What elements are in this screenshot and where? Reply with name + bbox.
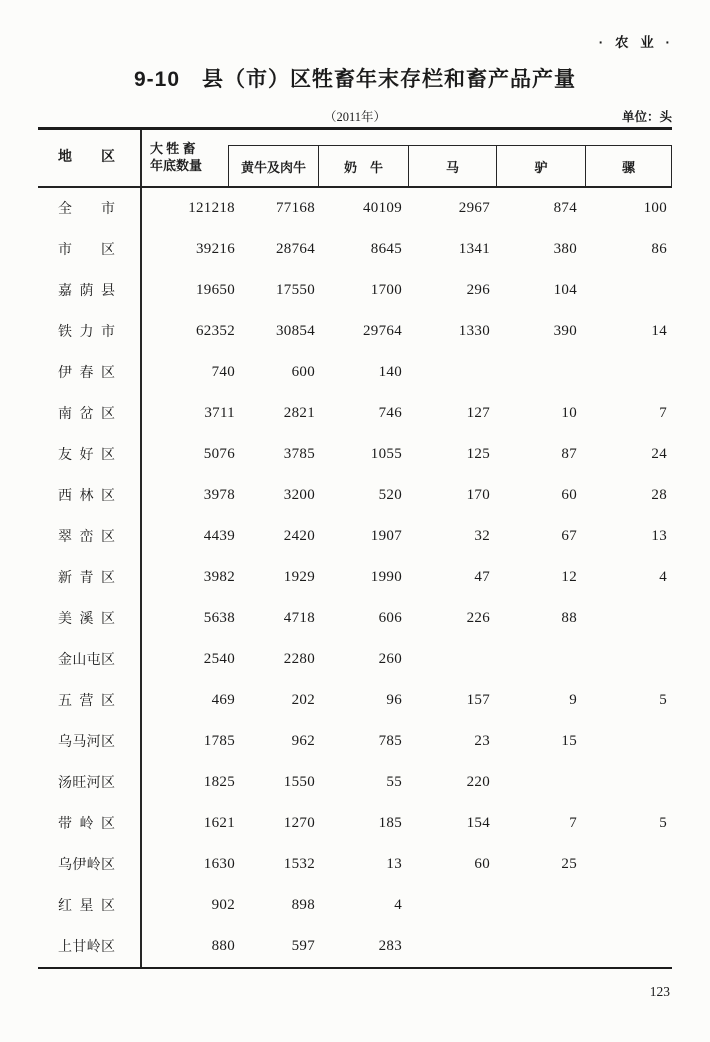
value-cell: 185 [378,815,402,831]
table-row [38,270,672,311]
value-cell: 1055 [370,446,402,462]
table-row [38,926,672,967]
region-name-cell [38,639,140,680]
value-cell [579,270,672,311]
value-cell: 597 [291,938,315,954]
value-cell: 9 [569,692,577,708]
region-name-cell [38,721,140,762]
value-cell: 3785 [283,446,315,462]
value-cell [579,639,672,680]
region-name: 市区 [58,243,115,258]
table-row [38,762,672,803]
value-cell: 202 [291,692,315,708]
region-name-cell [38,598,140,639]
table-row [38,557,672,598]
value-cell: 60 [561,487,577,503]
value-cell: 746 [378,405,402,421]
region-name: 南岔区 [58,407,115,422]
value-cell: 15 [561,733,577,749]
value-cell: 127 [466,405,490,421]
value-cell: 14 [651,323,667,339]
region-name: 汤旺河区 [58,776,115,791]
table-row [38,721,672,762]
value-cell: 1700 [370,282,402,298]
region-name-cell [38,844,140,885]
value-cell: 29764 [363,323,402,339]
region-name-cell [38,229,140,270]
total-header-line2: 年底数量 [150,158,203,173]
value-cell: 3982 [203,569,235,585]
value-cell: 296 [466,282,490,298]
value-cell: 24 [651,446,667,462]
table-row [38,844,672,885]
value-cell: 86 [651,241,667,257]
page-number: 123 [649,984,670,999]
value-cell [492,762,579,803]
value-cell: 7 [569,815,577,831]
region-name-cell [38,475,140,516]
value-cell: 1532 [283,856,315,872]
region-name: 嘉荫县 [58,284,115,299]
table-row [38,803,672,844]
value-cell: 140 [378,364,402,380]
region-name: 全市 [58,202,115,217]
value-cell: 380 [553,241,577,257]
page-title: 9-10 县（市）区牲畜年末存栏和畜产品产量 [133,68,577,91]
value-cell: 13 [386,856,402,872]
column-header-horse: 马 [408,145,496,186]
value-cell: 4439 [203,528,235,544]
value-cell [404,926,492,967]
value-cell: 880 [211,938,235,954]
value-cell: 60 [474,856,490,872]
value-cell: 390 [553,323,577,339]
value-cell: 1341 [458,241,490,257]
value-cell: 87 [561,446,577,462]
column-header-dairy-cattle: 奶 牛 [318,145,408,186]
value-cell: 157 [466,692,490,708]
region-name-cell [38,352,140,393]
region-name-cell [38,270,140,311]
region-name-cell [38,557,140,598]
region-name: 美溪区 [58,612,115,627]
value-cell: 260 [378,651,402,667]
total-header-line1: 大 牲 畜 [150,141,196,156]
value-cell: 600 [291,364,315,380]
value-cell: 3200 [283,487,315,503]
subtitle-row [38,107,672,125]
table-row [38,680,672,721]
value-cell: 2280 [283,651,315,667]
table-row [38,311,672,352]
column-header-cattle: 黄牛及肉牛 [228,145,318,186]
value-cell [492,352,579,393]
value-cell [579,885,672,926]
region-name-cell [38,434,140,475]
value-cell: 1825 [203,774,235,790]
column-header-mule: 骡 [585,145,672,186]
value-cell: 100 [643,200,667,216]
value-cell: 226 [466,610,490,626]
value-cell: 1785 [203,733,235,749]
value-cell: 1630 [203,856,235,872]
value-cell: 23 [474,733,490,749]
value-cell: 1990 [370,569,402,585]
value-cell: 5 [659,815,667,831]
value-cell: 39216 [196,241,235,257]
column-divider-rule [140,130,142,967]
section-label: · 农 业 · [598,35,674,50]
value-cell: 1270 [283,815,315,831]
value-cell: 25 [561,856,577,872]
value-cell: 3978 [203,487,235,503]
value-cell: 2821 [283,405,315,421]
value-cell: 606 [378,610,402,626]
region-name: 五营区 [58,694,115,709]
value-cell: 1907 [370,528,402,544]
value-cell: 10 [561,405,577,421]
table-row [38,475,672,516]
value-cell: 4718 [283,610,315,626]
value-cell: 1550 [283,774,315,790]
region-name: 红星区 [58,899,115,914]
region-name-cell [38,885,140,926]
value-cell: 898 [291,897,315,913]
value-cell: 40109 [363,200,402,216]
value-cell: 62352 [196,323,235,339]
table-row [38,598,672,639]
table-body [38,188,672,967]
total-column-header [150,140,202,174]
table-row [38,885,672,926]
region-name: 乌伊岭区 [58,858,115,873]
value-cell: 55 [386,774,402,790]
value-cell [579,844,672,885]
region-name-cell [38,516,140,557]
value-cell: 12 [561,569,577,585]
value-cell: 170 [466,487,490,503]
value-cell [404,885,492,926]
value-cell: 874 [553,200,577,216]
region-name: 乌马河区 [58,735,115,750]
livestock-table [38,127,672,969]
table-header [38,130,672,188]
value-cell: 2967 [458,200,490,216]
table-row [38,352,672,393]
value-cell: 8645 [370,241,402,257]
value-cell: 96 [386,692,402,708]
region-name: 上甘岭区 [58,940,115,955]
region-name-cell [38,803,140,844]
column-header-donkey: 驴 [496,145,585,186]
region-name: 翠峦区 [58,530,115,545]
value-cell: 7 [659,405,667,421]
value-cell: 19650 [196,282,235,298]
value-cell: 2540 [203,651,235,667]
value-cell: 1929 [283,569,315,585]
value-cell: 785 [378,733,402,749]
value-cell [404,352,492,393]
value-cell: 220 [466,774,490,790]
value-cell: 520 [378,487,402,503]
value-cell: 962 [291,733,315,749]
value-cell: 902 [211,897,235,913]
region-name: 带岭区 [58,817,115,832]
region-name-cell [38,188,140,229]
region-name: 西林区 [58,489,115,504]
region-name: 伊春区 [58,366,115,381]
region-name-cell [38,311,140,352]
region-name-cell [38,680,140,721]
value-cell [579,762,672,803]
value-cell [579,926,672,967]
subheader-boxes [228,145,672,186]
value-cell: 1330 [458,323,490,339]
value-cell [579,352,672,393]
value-cell: 1621 [203,815,235,831]
table-row [38,434,672,475]
value-cell: 5076 [203,446,235,462]
value-cell: 17550 [276,282,315,298]
value-cell [404,639,492,680]
value-cell: 3711 [204,405,235,421]
value-cell: 28764 [276,241,315,257]
value-cell [492,926,579,967]
table-year: （2011年） [323,110,387,124]
unit-label: 单位：头 [621,110,672,124]
value-cell: 13 [651,528,667,544]
value-cell [492,885,579,926]
region-column-header: 地区 [58,150,115,165]
value-cell: 5638 [203,610,235,626]
table-row [38,393,672,434]
value-cell: 47 [474,569,490,585]
value-cell: 740 [211,364,235,380]
table-row [38,516,672,557]
table-row [38,639,672,680]
region-name-cell [38,926,140,967]
region-name: 金山屯区 [58,653,115,668]
value-cell [492,639,579,680]
region-name: 友好区 [58,448,115,463]
value-cell: 469 [211,692,235,708]
value-cell: 32 [474,528,490,544]
value-cell: 30854 [276,323,315,339]
value-cell: 4 [394,897,402,913]
region-name: 铁力市 [58,325,115,340]
value-cell [579,598,672,639]
value-cell: 121218 [188,200,235,216]
value-cell: 4 [659,569,667,585]
value-cell: 154 [466,815,490,831]
value-cell: 77168 [276,200,315,216]
value-cell [579,721,672,762]
region-name-cell [38,393,140,434]
value-cell: 5 [659,692,667,708]
value-cell: 2420 [283,528,315,544]
value-cell: 125 [466,446,490,462]
region-name: 新青区 [58,571,115,586]
value-cell: 88 [561,610,577,626]
table-row [38,188,672,229]
value-cell: 283 [378,938,402,954]
region-name-cell [38,762,140,803]
value-cell: 67 [561,528,577,544]
value-cell: 104 [553,282,577,298]
table-row [38,229,672,270]
value-cell: 28 [651,487,667,503]
